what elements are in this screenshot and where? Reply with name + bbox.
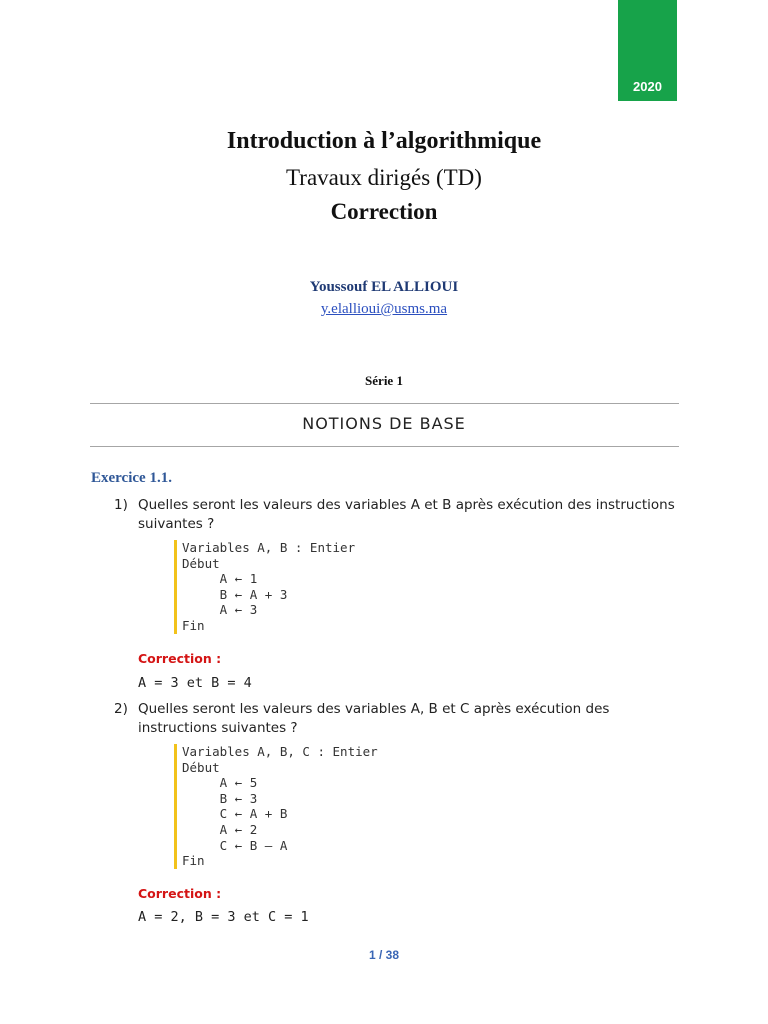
author-name: Youssouf EL ALLIOUI <box>309 279 459 295</box>
answer-1: A = 3 et B = 4 <box>138 675 252 691</box>
question-number: 2) <box>114 701 128 717</box>
page-number: 1 / 38 <box>368 948 400 962</box>
section-title: NOTIONS DE BASE <box>302 414 466 433</box>
correction-label-1: Correction : <box>138 651 222 666</box>
year-label: 2020 <box>633 79 662 94</box>
code-block-2: Variables A, B, C : Entier Début A ← 5 B ← 3 C ← A + B A ← 2 C ← B – A Fin <box>174 744 378 869</box>
code-block-1: Variables A, B : Entier Début A ← 1 B ← A + 3 A ← 3 Fin <box>174 540 355 634</box>
document-kind: Correction <box>330 199 438 224</box>
question-1 <box>114 496 680 534</box>
author-email-link[interactable]: y.elallioui@usms.ma <box>320 301 448 317</box>
answer-2: A = 2, B = 3 et C = 1 <box>138 909 309 925</box>
document-subtitle: Travaux dirigés (TD) <box>286 165 482 190</box>
year-badge <box>618 0 677 101</box>
serie-label: Série 1 <box>365 373 403 388</box>
section-rule-bottom <box>90 446 679 447</box>
question-number: 1) <box>114 497 128 513</box>
correction-label-2: Correction : <box>138 886 222 901</box>
question-text: Quelles seront les valeurs des variables A, B et C après exécution des instructions suivantes ? <box>138 701 610 736</box>
question-2 <box>114 700 680 738</box>
question-text: Quelles seront les valeurs des variables A et B après exécution des instructions suivantes ? <box>138 497 675 532</box>
section-rule-top <box>90 403 679 404</box>
exercise-heading: Exercice 1.1. <box>91 470 172 486</box>
document-title: Introduction à l’algorithmique <box>226 128 542 154</box>
